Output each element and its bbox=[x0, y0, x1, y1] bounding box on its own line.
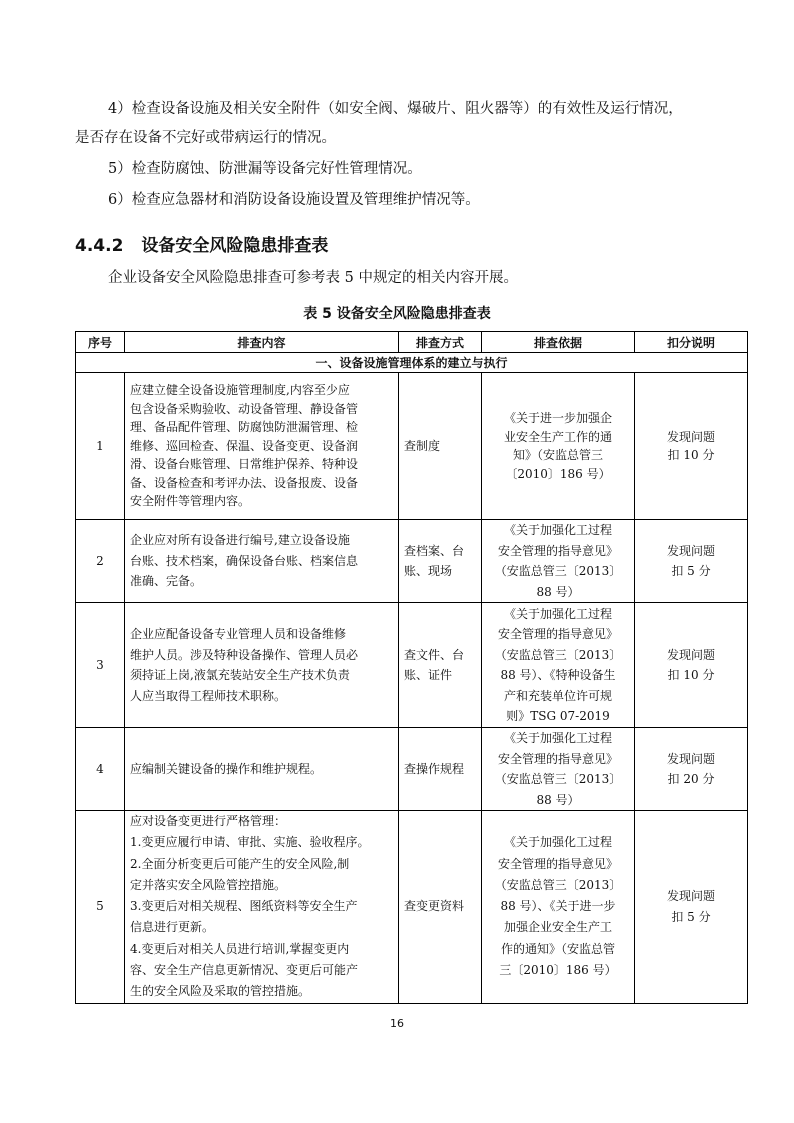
check-content bbox=[125, 373, 399, 520]
check-content-line: 理、备品配件管理、防腐蚀防泄漏管理、检 bbox=[130, 420, 359, 435]
check-basis-line: 〔2010〕186 号） bbox=[505, 466, 611, 481]
deduction-note bbox=[635, 520, 748, 603]
check-content-line: 准确、完备。 bbox=[130, 574, 203, 589]
check-basis bbox=[482, 520, 635, 603]
check-basis-line: 《关于加强化工过程 bbox=[503, 731, 612, 745]
check-method bbox=[399, 728, 482, 811]
check-basis-line: 《关于加强化工过程 bbox=[503, 523, 612, 537]
check-basis bbox=[482, 373, 635, 520]
check-content-line: 1.变更应履行申请、审批、实施、验收程序。 bbox=[130, 835, 370, 850]
row-number: 4 bbox=[76, 728, 125, 811]
check-content bbox=[125, 520, 399, 603]
check-basis-line: 88 号）、《关于进一步 bbox=[500, 899, 616, 914]
check-basis-line: 知》（安监总管三 bbox=[512, 448, 603, 462]
check-content-line: 应编制关键设备的操作和维护规程。 bbox=[130, 761, 323, 776]
deduction-note-line: 发现问题 bbox=[666, 647, 715, 662]
intro-paragraph: 企业设备安全风险隐患排查可参考表 5 中规定的相关内容开展。 bbox=[108, 270, 518, 286]
check-basis-line: 《关于加强化工过程 bbox=[503, 835, 612, 850]
check-content bbox=[125, 603, 399, 728]
check-content-line: 台账、技术档案，确保设备台账、档案信息 bbox=[130, 553, 359, 568]
check-basis-line: （安监总管三〔2013〕 bbox=[494, 772, 622, 786]
check-content-line: 维修、巡回检查、保温、设备变更、设备润 bbox=[130, 438, 359, 453]
check-basis-line: （安监总管三〔2013〕 bbox=[494, 564, 622, 578]
check-basis-line: 88 号） bbox=[536, 584, 580, 599]
row-number: 1 bbox=[76, 373, 125, 520]
check-content-line: 定并落实安全风险管控措施。 bbox=[130, 877, 287, 892]
deduction-note-line: 发现问题 bbox=[666, 751, 715, 766]
check-method-line: 查变更资料 bbox=[404, 899, 465, 914]
table-row bbox=[76, 373, 748, 520]
header-content: 排查内容 bbox=[125, 332, 399, 353]
check-method-line: 账、证件 bbox=[404, 668, 453, 682]
row-number: 5 bbox=[76, 811, 125, 1004]
check-content-line: 应建立健全设备设施管理制度,内容至少应 bbox=[130, 383, 350, 398]
deduction-note bbox=[635, 811, 748, 1004]
check-method-line: 查档案、台 bbox=[404, 543, 465, 558]
check-content-line: 企业应对所有设备进行编号,建立设备设施 bbox=[130, 533, 350, 548]
table-row bbox=[76, 811, 748, 1004]
check-content-line: 维护人员。涉及特种设备操作、管理人员必 bbox=[130, 647, 359, 662]
check-method bbox=[399, 373, 482, 520]
check-basis-line: 加强企业安全生产工 bbox=[503, 920, 612, 935]
table-row bbox=[76, 603, 748, 728]
deduction-note bbox=[635, 603, 748, 728]
check-content-line: 人应当取得工程师技术职称。 bbox=[130, 688, 287, 703]
check-content-line: 滑、设备台账管理、日常维护保养、特种设 bbox=[130, 457, 359, 472]
check-basis-line: 三〔2010〕186 号） bbox=[499, 963, 617, 978]
deduction-note-line: 发现问题 bbox=[666, 888, 715, 903]
check-content bbox=[125, 728, 399, 811]
deduction-note-line: 扣 20 分 bbox=[667, 772, 715, 786]
deduction-note-line: 发现问题 bbox=[666, 429, 715, 444]
header-no: 序号 bbox=[76, 332, 125, 353]
paragraph-item-6: 6）检查应急器材和消防设备设施设置及管理维护情况等。 bbox=[108, 192, 480, 208]
check-basis-line: 《关于加强化工过程 bbox=[503, 606, 612, 621]
header-method: 排查方式 bbox=[399, 332, 482, 353]
check-basis-line: 安全管理的指导意见》 bbox=[497, 627, 618, 641]
check-content bbox=[125, 811, 399, 1004]
check-content-line: 2.全面分析变更后可能产生的安全风险,制 bbox=[130, 856, 350, 871]
check-content-line: 须持证上岗,液氯充装站安全生产技术负责 bbox=[130, 668, 350, 682]
table-row bbox=[76, 520, 748, 603]
check-method-line: 查制度 bbox=[404, 438, 441, 453]
check-basis bbox=[482, 811, 635, 1004]
section-heading bbox=[75, 231, 328, 256]
check-content-line: 生的安全风险及采取的管控措施。 bbox=[130, 984, 311, 999]
check-basis-line: 安全管理的指导意见》 bbox=[497, 543, 618, 558]
check-basis-line: 安全管理的指导意见》 bbox=[497, 856, 618, 871]
check-basis bbox=[482, 728, 635, 811]
check-content-line: 安全附件等管理内容。 bbox=[130, 494, 251, 509]
deduction-note bbox=[635, 373, 748, 520]
risk-check-table bbox=[75, 331, 748, 1004]
check-basis-line: 业安全生产工作的通 bbox=[503, 429, 612, 444]
deduction-note-line: 扣 5 分 bbox=[671, 909, 711, 924]
header-basis: 排查依据 bbox=[482, 332, 635, 353]
section-title: 设备安全风险隐患排查表 bbox=[141, 236, 329, 256]
row-number: 3 bbox=[76, 603, 125, 728]
check-content-line: 应对设备变更进行严格管理： bbox=[130, 814, 287, 828]
paragraph-item-5: 5）检查防腐蚀、防泄漏等设备完好性管理情况。 bbox=[108, 161, 422, 177]
check-basis-line: 《关于进一步加强企 bbox=[503, 411, 612, 425]
check-basis-line: 则》TSG 07-2019 bbox=[506, 709, 610, 723]
check-basis bbox=[482, 603, 635, 728]
paragraph-item-4: 4）检查设备设施及相关安全附件（如安全阀、爆破片、阻火器等）的有效性及运行情况， bbox=[108, 101, 683, 117]
table-caption: 表 5 设备安全风险隐患排查表 bbox=[303, 306, 491, 322]
table-header-row bbox=[76, 332, 748, 353]
check-method-line: 账、现场 bbox=[404, 564, 453, 578]
deduction-note-line: 发现问题 bbox=[666, 543, 715, 558]
check-basis-line: 88 号） bbox=[536, 792, 580, 807]
check-basis-line: （安监总管三〔2013〕 bbox=[494, 647, 622, 662]
check-basis-line: 88 号）、《特种设备生 bbox=[500, 668, 616, 682]
row-number: 2 bbox=[76, 520, 125, 603]
paragraph-item-4-cont: 是否存在设备不完好或带病运行的情况。 bbox=[75, 130, 336, 146]
check-method bbox=[399, 520, 482, 603]
deduction-note-line: 扣 5 分 bbox=[671, 564, 711, 578]
check-method-line: 查操作规程 bbox=[404, 761, 465, 776]
check-content-line: 3.变更后对相关规程、图纸资料等安全生产 bbox=[130, 899, 358, 914]
section-row-label: 一、设备设施管理体系的建立与执行 bbox=[76, 353, 748, 373]
header-deduct: 扣分说明 bbox=[635, 332, 748, 353]
deduction-note bbox=[635, 728, 748, 811]
check-basis-line: （安监总管三〔2013〕 bbox=[494, 877, 622, 892]
check-method bbox=[399, 603, 482, 728]
check-content-line: 信息进行更新。 bbox=[130, 920, 215, 935]
table-row bbox=[76, 728, 748, 811]
deduction-note-line: 扣 10 分 bbox=[667, 448, 715, 462]
check-content-line: 4.变更后对相关人员进行培训,掌握变更内 bbox=[130, 941, 350, 956]
check-content-line: 备、设备检查和考评办法、设备报废、设备 bbox=[130, 475, 359, 490]
check-content-line: 容、安全生产信息更新情况、变更后可能产 bbox=[130, 963, 359, 978]
deduction-note-line: 扣 10 分 bbox=[667, 668, 715, 682]
section-row bbox=[76, 353, 748, 373]
check-content-line: 包含设备采购验收、动设备管理、静设备管 bbox=[130, 401, 359, 416]
check-content-line: 企业应配备设备专业管理人员和设备维修 bbox=[130, 627, 347, 641]
page-number: 16 bbox=[390, 1017, 404, 1030]
check-basis-line: 安全管理的指导意见》 bbox=[497, 751, 618, 766]
check-basis-line: 作的通知》（安监总管 bbox=[500, 941, 615, 956]
check-method-line: 查文件、台 bbox=[404, 647, 465, 662]
section-number: 4.4.2 bbox=[75, 236, 124, 256]
check-method bbox=[399, 811, 482, 1004]
check-basis-line: 产和充装单位许可规 bbox=[503, 688, 612, 703]
